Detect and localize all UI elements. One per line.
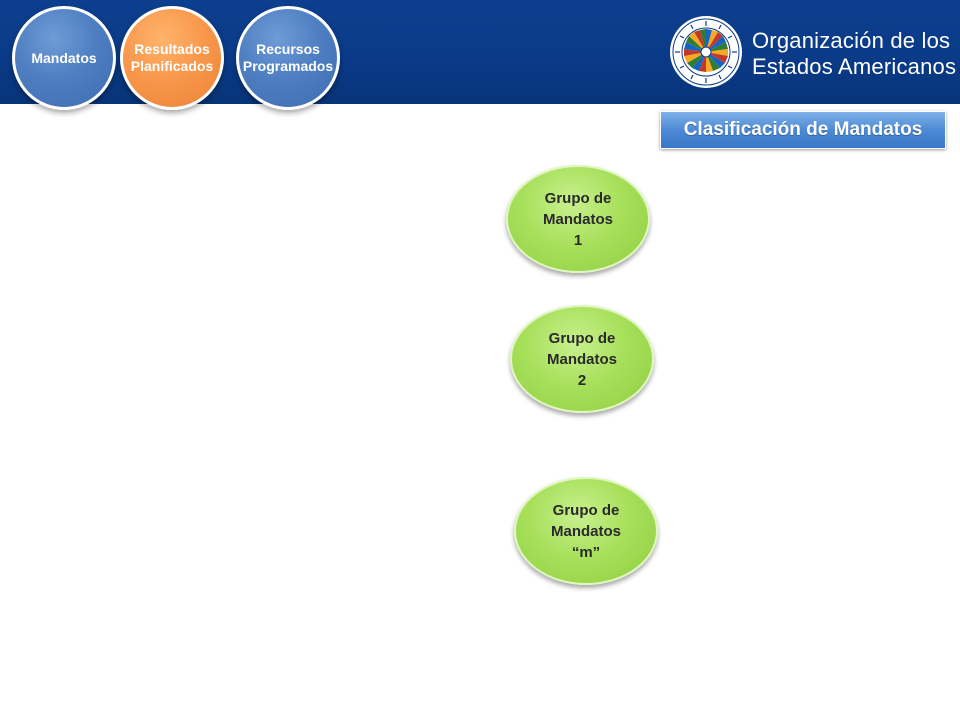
- nav-mandatos-label: Mandatos: [31, 49, 97, 66]
- nav-recursos-label: Recursos Programados: [242, 41, 334, 74]
- organization-name-line2: Estados Americanos: [752, 54, 957, 79]
- mandate-group-2-label: Grupo de Mandatos 2: [546, 329, 617, 389]
- mandate-group-1[interactable]: [506, 165, 650, 273]
- mandate-group-m-label: Grupo de Mandatos “m”: [550, 501, 621, 561]
- organization-name-line1: Organización de los: [752, 28, 951, 53]
- organization-name: [752, 28, 956, 80]
- nav-resultados-label: Resultados Planificados: [130, 41, 214, 74]
- mandate-group-m[interactable]: [514, 477, 658, 585]
- oas-seal-logo: [668, 14, 744, 90]
- nav-resultados-button[interactable]: [120, 6, 224, 110]
- header-band: [0, 0, 960, 104]
- page-title: Clasificación de Mandatos: [660, 111, 946, 149]
- mandate-group-2[interactable]: [510, 305, 654, 413]
- nav-mandatos-button[interactable]: [12, 6, 116, 110]
- nav-recursos-button[interactable]: [236, 6, 340, 110]
- mandate-group-1-label: Grupo de Mandatos 1: [542, 189, 613, 249]
